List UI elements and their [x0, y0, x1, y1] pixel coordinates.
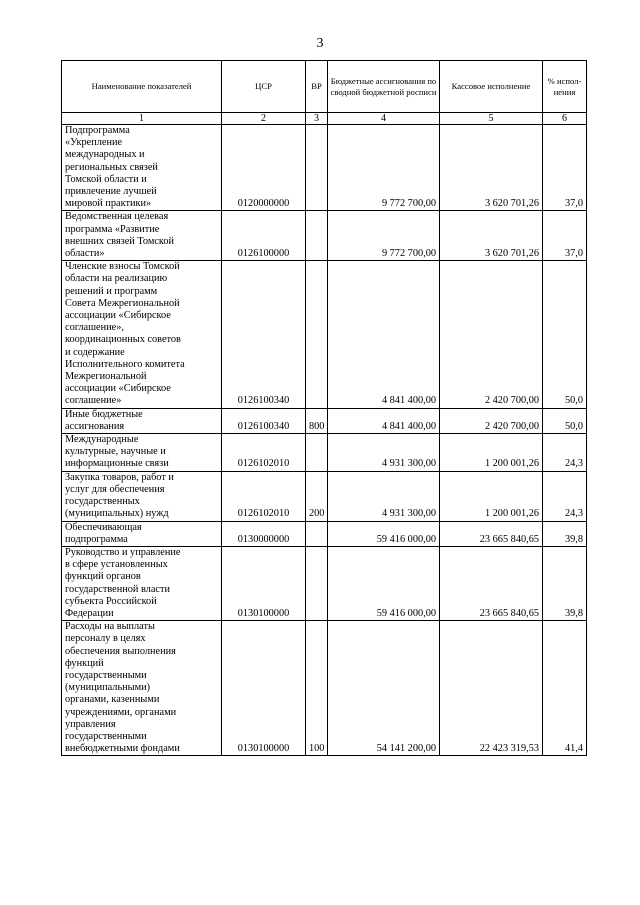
column-number: 4 [328, 113, 440, 125]
row-vr-code: 200 [306, 471, 328, 521]
row-indicator-name: Руководство и управление в сфере установленных функций органов государственной власти субъекта Российской Федерации [62, 546, 222, 620]
header-indicator-name: Наименование показателей [62, 61, 222, 113]
row-budget-amount: 4 931 300,00 [328, 471, 440, 521]
row-vr-code [306, 261, 328, 408]
row-execution-percent: 24,3 [543, 434, 587, 472]
row-vr-code [306, 211, 328, 261]
row-budget-amount: 59 416 000,00 [328, 521, 440, 546]
column-number: 3 [306, 113, 328, 125]
row-vr-code [306, 125, 328, 211]
column-number: 6 [543, 113, 587, 125]
row-budget-amount: 54 141 200,00 [328, 621, 440, 756]
table-row [62, 211, 587, 261]
column-number: 5 [440, 113, 543, 125]
row-cash-amount: 23 665 840,65 [440, 521, 543, 546]
column-number-row [62, 113, 587, 125]
row-cash-amount: 3 620 701,26 [440, 125, 543, 211]
row-execution-percent: 50,0 [543, 408, 587, 433]
budget-execution-table [61, 60, 587, 756]
row-cash-amount: 3 620 701,26 [440, 211, 543, 261]
row-budget-amount: 59 416 000,00 [328, 546, 440, 620]
row-csr-code: 0120000000 [222, 125, 306, 211]
row-budget-amount: 9 772 700,00 [328, 125, 440, 211]
row-vr-code [306, 434, 328, 472]
table-row [62, 261, 587, 408]
row-indicator-name: Ведомственная целевая программа «Развитие внешних связей Томской области» [62, 211, 222, 261]
row-indicator-name: Обеспечивающая подпрограмма [62, 521, 222, 546]
page-number: 3 [316, 36, 324, 51]
row-execution-percent: 37,0 [543, 211, 587, 261]
header-execution-percent: % испол-нения [543, 61, 587, 113]
row-csr-code: 0126102010 [222, 471, 306, 521]
row-budget-amount: 9 772 700,00 [328, 211, 440, 261]
row-csr-code: 0130100000 [222, 621, 306, 756]
row-budget-amount: 4 931 300,00 [328, 434, 440, 472]
row-cash-amount: 2 420 700,00 [440, 261, 543, 408]
row-cash-amount: 22 423 319,53 [440, 621, 543, 756]
row-csr-code: 0130100000 [222, 546, 306, 620]
row-cash-amount: 1 200 001,26 [440, 471, 543, 521]
column-number: 1 [62, 113, 222, 125]
header-csr: ЦСР [222, 61, 306, 113]
table-row [62, 408, 587, 433]
header-vr: ВР [306, 61, 328, 113]
row-cash-amount: 23 665 840,65 [440, 546, 543, 620]
header-cash-execution: Кассовое исполнение [440, 61, 543, 113]
table-row [62, 546, 587, 620]
row-execution-percent: 41,4 [543, 621, 587, 756]
row-budget-amount: 4 841 400,00 [328, 261, 440, 408]
row-execution-percent: 50,0 [543, 261, 587, 408]
row-csr-code: 0126100340 [222, 408, 306, 433]
row-indicator-name: Иные бюджетные ассигнования [62, 408, 222, 433]
row-indicator-name: Членские взносы Томской области на реализацию решений и программ Совета Межрегиональной ассоциации «Сибирское соглашение», координационных советов и содержание Исполнительного комитета Межрегиональной ассоциации «Сибирское соглашение» [62, 261, 222, 408]
row-execution-percent: 37,0 [543, 125, 587, 211]
table-header-row [62, 61, 587, 113]
row-csr-code: 0126102010 [222, 434, 306, 472]
column-number: 2 [222, 113, 306, 125]
row-indicator-name: Подпрограмма «Укрепление международных и региональных связей Томской области и привлечение лучшей мировой практики» [62, 125, 222, 211]
row-vr-code [306, 521, 328, 546]
row-vr-code [306, 546, 328, 620]
row-csr-code: 0130000000 [222, 521, 306, 546]
row-execution-percent: 39,8 [543, 546, 587, 620]
row-indicator-name: Расходы на выплаты персоналу в целях обеспечения выполнения функций государственными (муниципальными) органами, казенными учреждениями, органами управления государственными внебюджетными фондами [62, 621, 222, 756]
row-execution-percent: 39,8 [543, 521, 587, 546]
header-budget-allocations: Бюджетные ассигнования по сводной бюджетной росписи [328, 61, 440, 113]
row-cash-amount: 1 200 001,26 [440, 434, 543, 472]
table-row [62, 521, 587, 546]
table-row [62, 125, 587, 211]
row-execution-percent: 24,3 [543, 471, 587, 521]
row-csr-code: 0126100340 [222, 261, 306, 408]
table-row [62, 434, 587, 472]
table-row [62, 471, 587, 521]
table-row [62, 621, 587, 756]
row-cash-amount: 2 420 700,00 [440, 408, 543, 433]
row-vr-code: 800 [306, 408, 328, 433]
row-vr-code: 100 [306, 621, 328, 756]
row-budget-amount: 4 841 400,00 [328, 408, 440, 433]
row-indicator-name: Закупка товаров, работ и услуг для обеспечения государственных (муниципальных) нужд [62, 471, 222, 521]
row-indicator-name: Международные культурные, научные и информационные связи [62, 434, 222, 472]
row-csr-code: 0126100000 [222, 211, 306, 261]
